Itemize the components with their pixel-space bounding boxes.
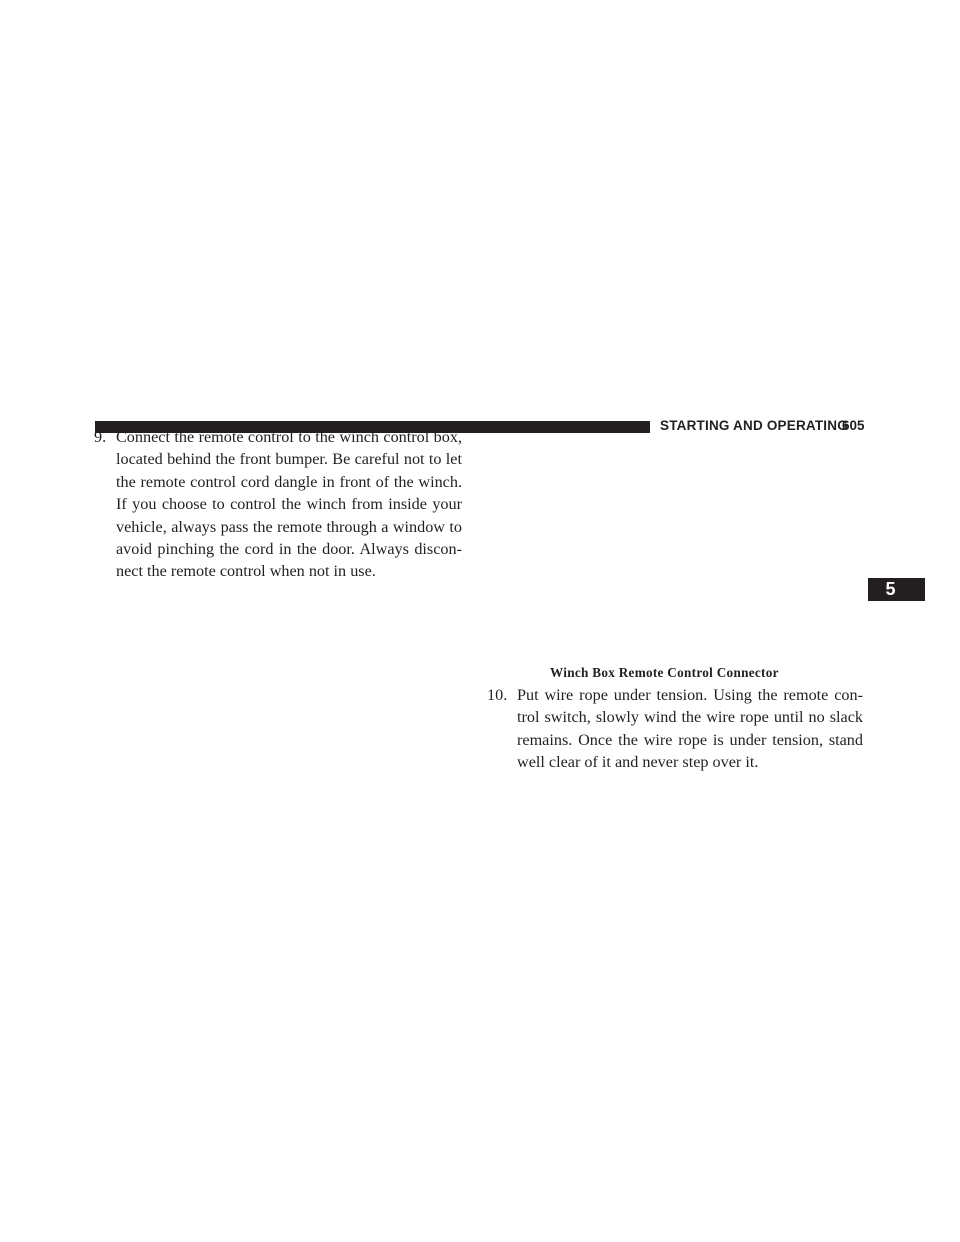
step-number: 9. bbox=[94, 428, 107, 446]
chapter-tab[interactable]: 5 bbox=[868, 578, 925, 601]
step-text: Put wire rope under tension. Using the remote con-trol switch, slowly wind the wire rope until no slack remains. Once the wire rope is under tension, stand well clear of it and never step over it. bbox=[517, 686, 863, 772]
figure-caption: Winch Box Remote Control Connector bbox=[550, 665, 779, 680]
step-number: 10. bbox=[487, 686, 508, 704]
step-item-9 bbox=[94, 426, 462, 583]
page-number: 605 bbox=[842, 418, 865, 433]
step-item-10 bbox=[487, 684, 863, 774]
section-title: STARTING AND OPERATING bbox=[660, 418, 848, 433]
step-text: Connect the remote control to the winch control box, located behind the front bumper. Be careful not to let the remote control cord dangle in front of the winch. If you choose to control the winch from inside your vehicle, always pass the remote through a window to avoid pinching the cord in the door. Always discon-nect the remote control when not in use. bbox=[116, 428, 462, 581]
